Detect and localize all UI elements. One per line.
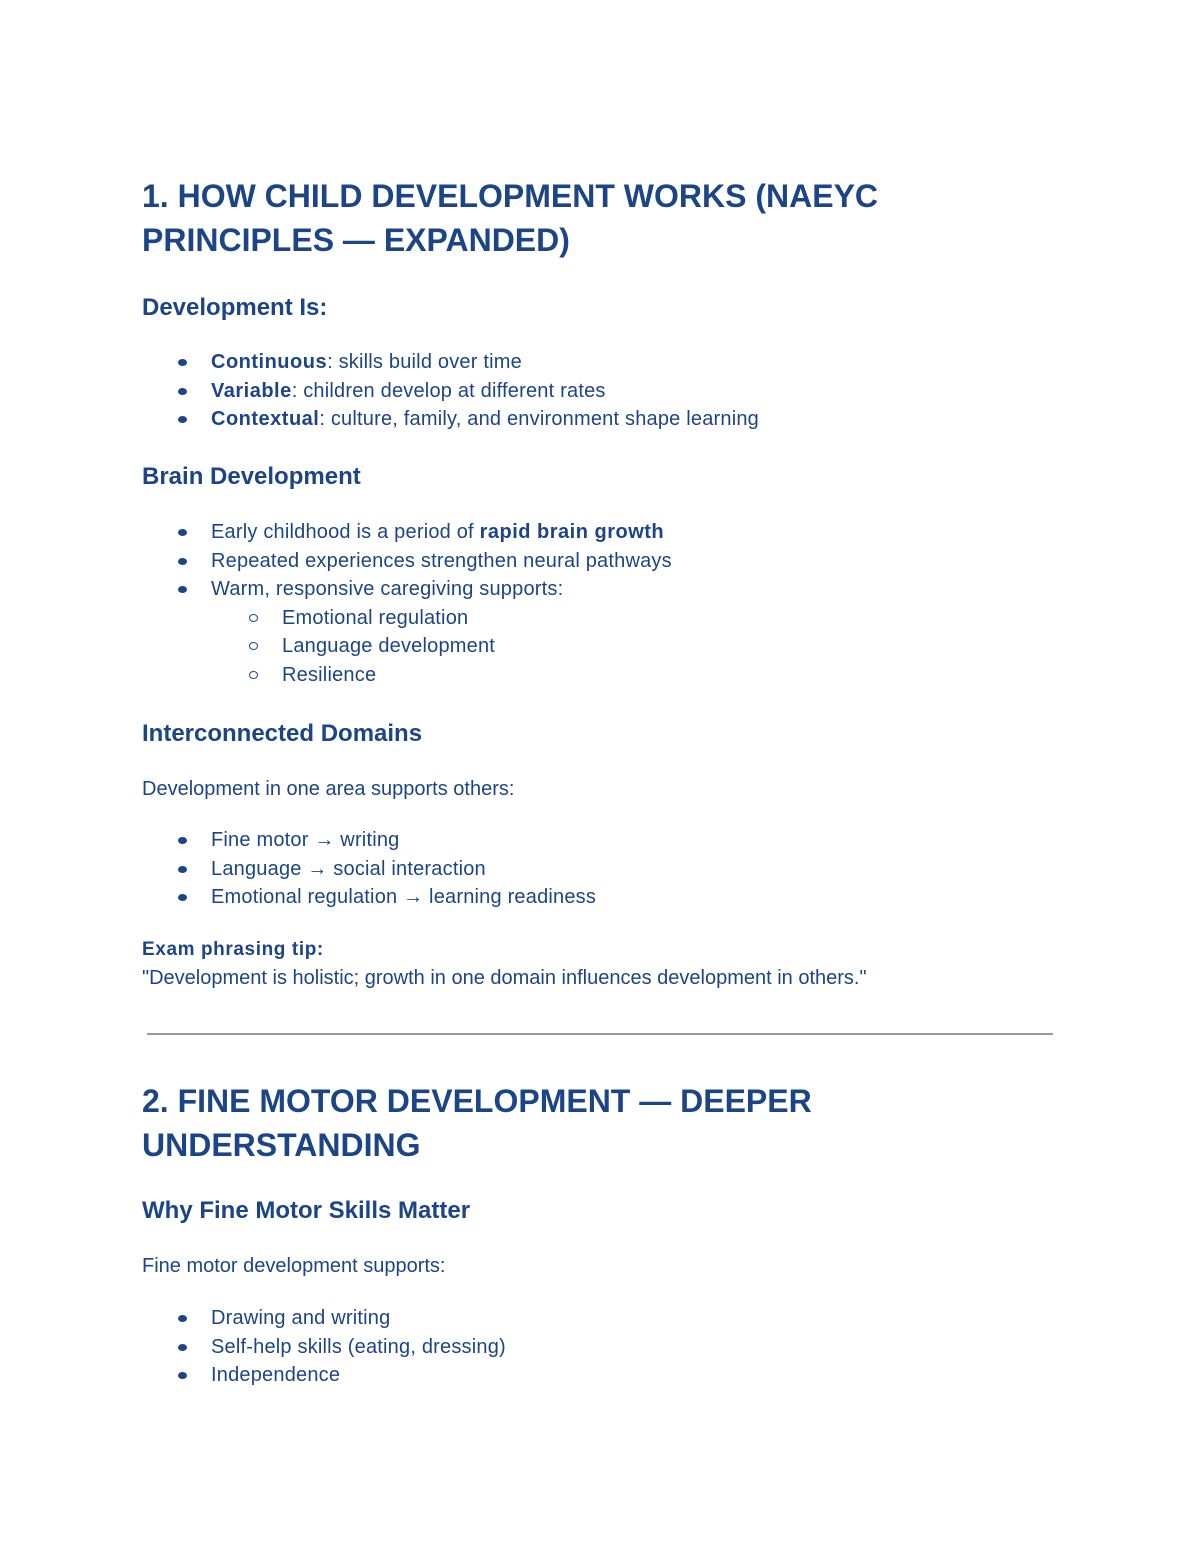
section-2-title-line-2: UNDERSTANDING <box>142 1127 421 1163</box>
bullet-icon <box>178 1344 187 1351</box>
exam-tip <box>142 935 867 993</box>
section-2-title-line-1: 2. FINE MOTOR DEVELOPMENT — DEEPER <box>142 1083 812 1119</box>
list-item <box>0 1304 506 1333</box>
section-1-title-line-2: PRINCIPLES — EXPANDED) <box>142 222 570 258</box>
exam-tip-text: "Development is holistic; growth in one domain influences development in others." <box>142 967 867 989</box>
list-item <box>0 575 672 604</box>
development-is-heading: Development Is: <box>142 294 328 321</box>
bullet-icon <box>178 586 187 593</box>
list-item <box>0 883 596 912</box>
sub-list-item <box>0 632 672 661</box>
term: Variable <box>211 379 292 402</box>
bullet-icon <box>178 388 187 395</box>
fine-motor-intro: Fine motor development supports: <box>142 1255 446 1277</box>
list-item <box>0 405 759 434</box>
exam-tip-label: Exam phrasing tip: <box>142 939 324 960</box>
term-description: : children develop at different rates <box>291 379 606 402</box>
why-fine-motor-heading: Why Fine Motor Skills Matter <box>142 1197 471 1224</box>
list-item <box>0 855 596 884</box>
list-item <box>0 1333 506 1362</box>
list-item-text: Resilience <box>282 663 377 686</box>
list-item <box>0 518 672 547</box>
list-item-text: Language development <box>282 635 496 657</box>
bullet-icon <box>178 1372 187 1379</box>
bullet-icon <box>178 359 187 366</box>
list-item-text: Early childhood is a period of <box>211 521 480 543</box>
hollow-bullet-icon <box>249 614 258 622</box>
bullet-icon <box>178 894 187 901</box>
brain-development-heading: Brain Development <box>142 463 361 490</box>
list-item-text: Fine motor → writing <box>211 829 400 851</box>
bullet-icon <box>178 1315 187 1322</box>
list-item-text: Drawing and writing <box>211 1307 391 1329</box>
list-item <box>0 377 759 406</box>
section-1-title-line-1: 1. HOW CHILD DEVELOPMENT WORKS (NAEYC <box>142 178 879 214</box>
emphasis: rapid brain growth <box>479 521 665 543</box>
bullet-icon <box>178 866 187 873</box>
domains-list <box>0 826 596 912</box>
list-item-text: Emotional regulation <box>282 606 469 629</box>
bullet-icon <box>178 416 187 423</box>
sub-list-item <box>0 661 672 690</box>
list-item <box>0 1361 506 1390</box>
development-is-list <box>0 348 759 434</box>
bullet-icon <box>178 558 187 565</box>
bullet-icon <box>178 529 187 536</box>
bullet-icon <box>178 837 187 844</box>
hollow-bullet-icon <box>249 671 258 679</box>
section-2-title <box>142 1079 812 1167</box>
domains-intro: Development in one area supports others: <box>142 778 515 800</box>
list-item-text: Warm, responsive caregiving supports: <box>211 578 564 600</box>
section-1-title <box>142 174 878 262</box>
list-item <box>0 826 596 855</box>
fine-motor-list <box>0 1304 506 1390</box>
term: Continuous <box>211 351 328 373</box>
list-item <box>0 547 672 576</box>
list-item-text: Emotional regulation → learning readiness <box>211 886 597 908</box>
brain-development-list <box>0 518 672 689</box>
list-item-text: Self-help skills (eating, dressing) <box>211 1335 506 1358</box>
term-description: : culture, family, and environment shape learning <box>319 408 760 430</box>
horizontal-divider <box>147 1033 1053 1035</box>
interconnected-domains-heading: Interconnected Domains <box>142 720 423 747</box>
hollow-bullet-icon <box>249 642 258 650</box>
list-item <box>0 348 759 377</box>
term: Contextual <box>211 408 320 430</box>
term-description: : skills build over time <box>327 351 522 373</box>
list-item-text: Language → social interaction <box>211 857 486 880</box>
list-item-text: Independence <box>211 1364 341 1386</box>
sub-list-item <box>0 604 672 633</box>
list-item-text: Repeated experiences strengthen neural pathways <box>211 549 672 572</box>
